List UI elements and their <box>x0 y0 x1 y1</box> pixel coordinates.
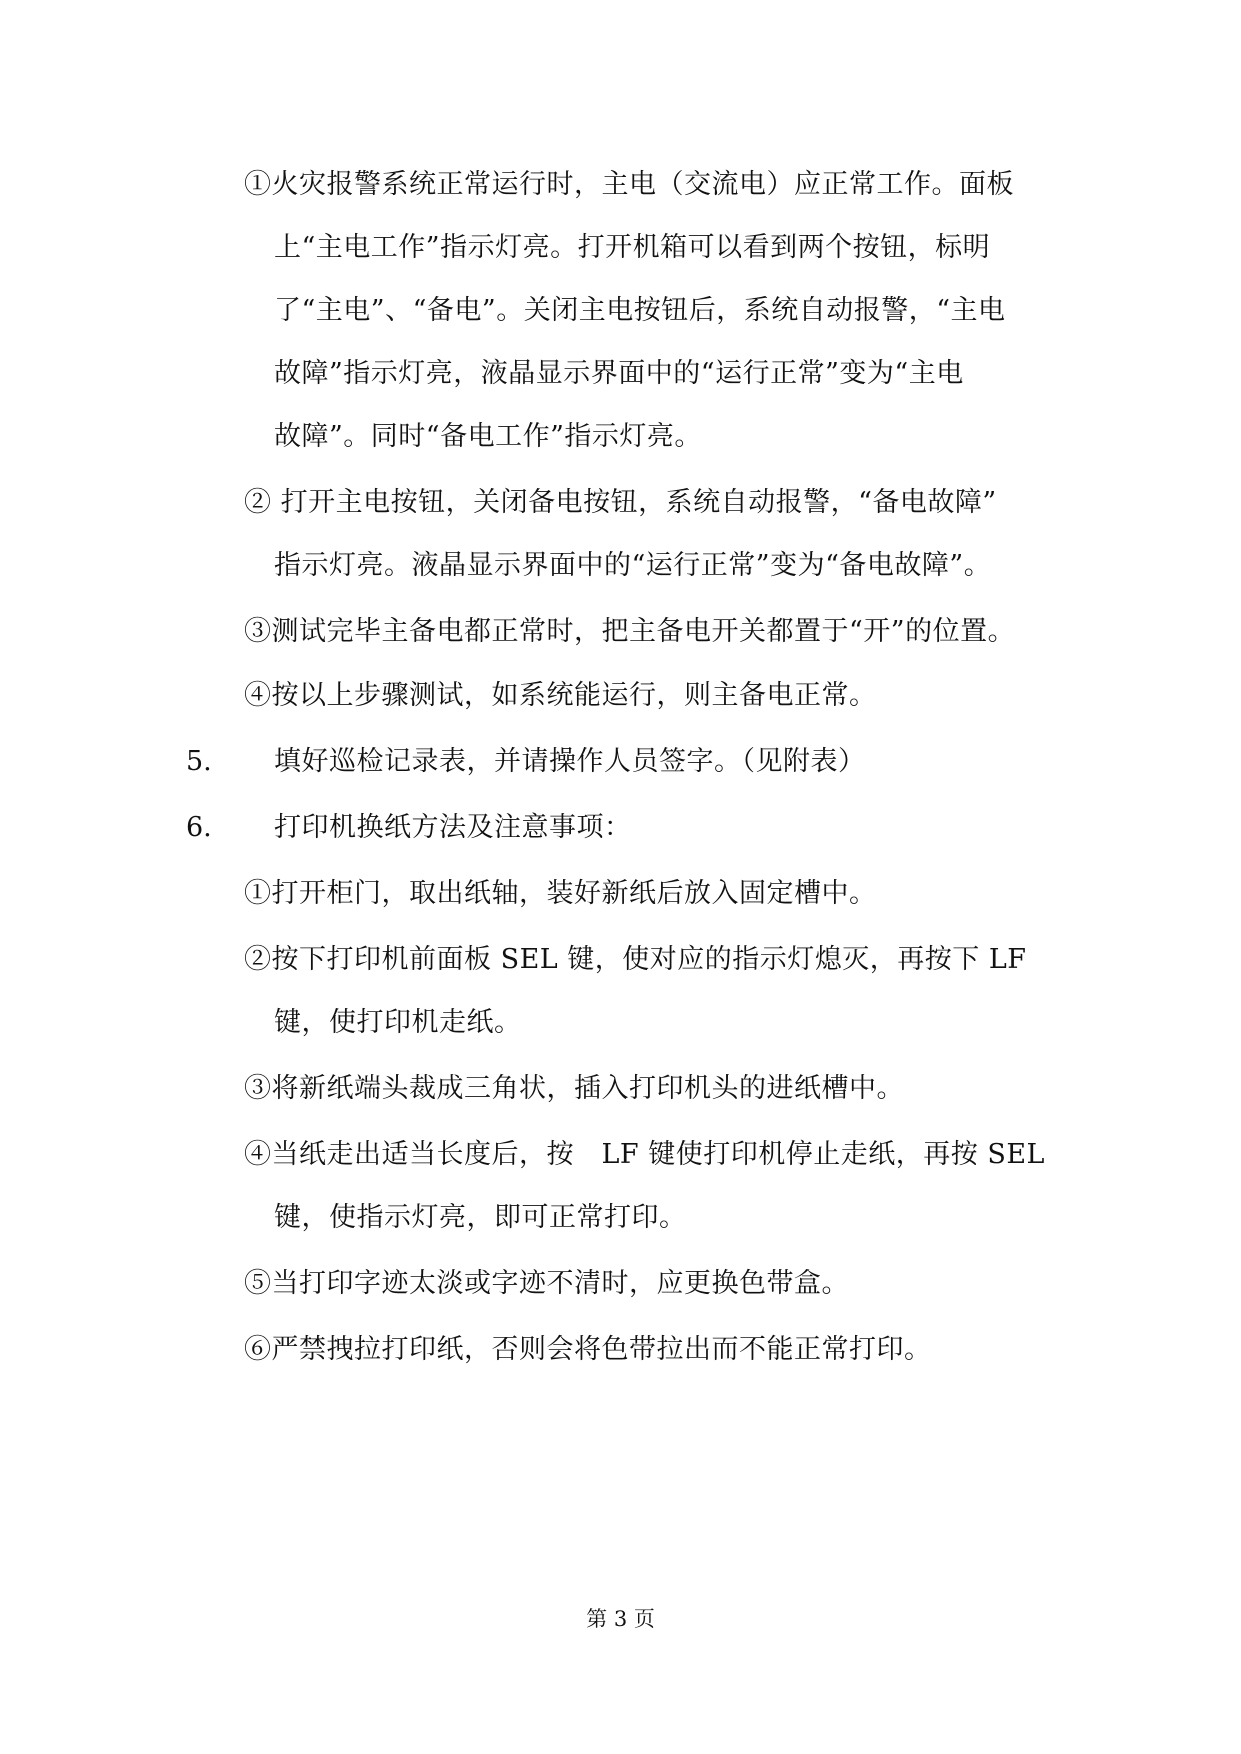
step-6-item-3: ③将新纸端头裁成三角状，插入打印机头的进纸槽中。 <box>244 1073 904 1104</box>
item-2-line-2: 指示灯亮。液晶显示界面中的“运行正常”变为“备电故障”。 <box>274 550 992 581</box>
page-number: 第 3 页 <box>586 1607 655 1631</box>
step-6-item-2-line-1: ②按下打印机前面板 SEL 键，使对应的指示灯熄灭，再按下 LF <box>244 944 1027 975</box>
item-1-line-3: 了“主电”、“备电”。关闭主电按钮后，系统自动报警，“主电 <box>274 295 1006 326</box>
step-6-item-4-line-1: ④当纸走出适当长度后，按 LF 键使打印机停止走纸，再按 SEL <box>244 1139 1045 1170</box>
step-6-item-6: ⑥严禁拽拉打印纸，否则会将色带拉出而不能正常打印。 <box>244 1334 932 1365</box>
step-6-item-4-line-2: 键，使指示灯亮，即可正常打印。 <box>274 1202 687 1233</box>
item-2-line-1: ② 打开主电按钮，关闭备电按钮，系统自动报警，“备电故障” <box>244 487 997 518</box>
step-6-item-1: ①打开柜门，取出纸轴，装好新纸后放入固定槽中。 <box>244 878 877 909</box>
step-6-heading: 打印机换纸方法及注意事项： <box>274 812 632 843</box>
item-3: ③测试完毕主备电都正常时，把主备电开关都置于“开”的位置。 <box>244 616 1016 647</box>
step-6-item-2-line-2: 键，使打印机走纸。 <box>274 1007 522 1038</box>
item-4: ④按以上步骤测试，如系统能运行，则主备电正常。 <box>244 680 877 711</box>
item-1-line-1: ①火灾报警系统正常运行时，主电（交流电）应正常工作。面板 <box>244 169 1014 200</box>
step-6-item-5: ⑤当打印字迹太淡或字迹不清时，应更换色带盒。 <box>244 1268 849 1299</box>
step-6-number: 6. <box>186 812 212 843</box>
item-1-line-4: 故障”指示灯亮，液晶显示界面中的“运行正常”变为“主电 <box>274 358 964 389</box>
step-5-number: 5. <box>186 746 212 777</box>
item-1-line-5: 故障”。同时“备电工作”指示灯亮。 <box>274 421 702 452</box>
step-5-text: 填好巡检记录表，并请操作人员签字。（见附表） <box>274 746 866 777</box>
item-1-line-2: 上“主电工作”指示灯亮。打开机箱可以看到两个按钮，标明 <box>274 232 991 263</box>
